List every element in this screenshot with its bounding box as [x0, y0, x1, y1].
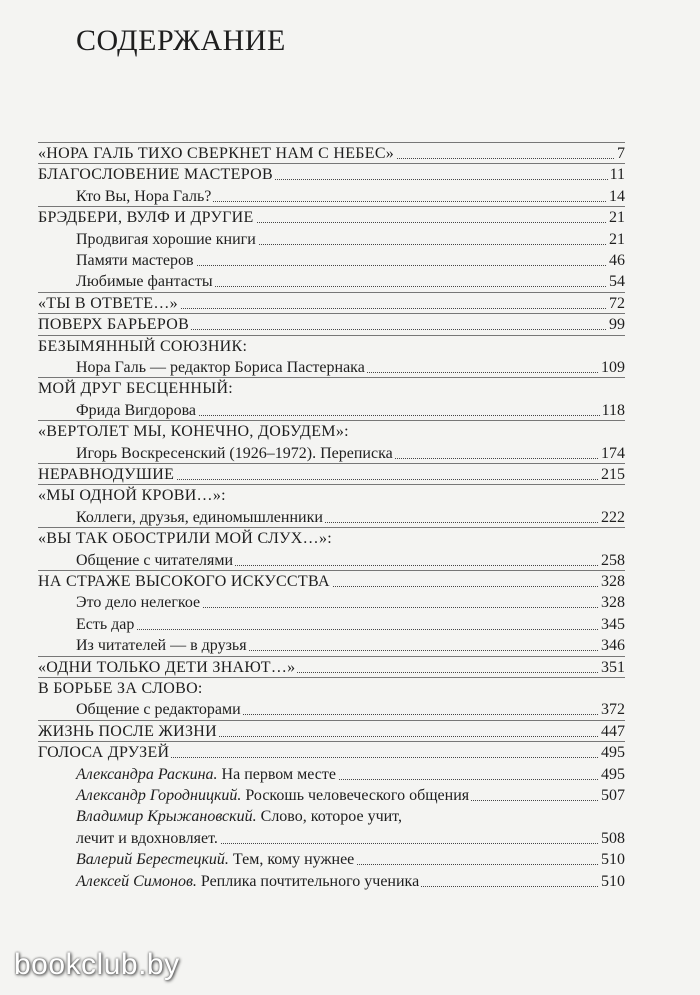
toc-page-number: 510 — [599, 870, 625, 894]
section-divider — [38, 527, 625, 528]
toc-section — [0, 206, 700, 230]
toc-section — [0, 741, 700, 765]
toc-entry-text: ГОЛОСА ДРУЗЕЙ — [38, 744, 170, 761]
toc-entry-title — [76, 805, 404, 829]
toc-entry-text: Игорь Воскресенский (1926–1972). Переписка — [76, 445, 393, 462]
section-divider — [38, 163, 625, 164]
toc-entry-title — [38, 484, 228, 508]
watermark: bookclub.by — [14, 948, 180, 981]
section-divider — [38, 206, 625, 207]
section-divider — [38, 377, 625, 378]
toc-entry-text: Продвигая хорошие книги — [76, 231, 256, 248]
toc-page-number: 14 — [607, 185, 625, 209]
toc-entry-text: Общение с читателями — [76, 552, 234, 569]
toc-section — [0, 527, 700, 551]
toc-entry-text: БЕЗЫМЯННЫЙ СОЮЗНИК: — [38, 338, 248, 355]
toc-entry-author: Александра Раскина. — [76, 766, 218, 783]
toc-page-number: 328 — [599, 591, 625, 615]
toc-entry-text: Фрида Вигдорова — [76, 402, 197, 419]
section-divider — [38, 142, 625, 143]
toc-entry — [0, 805, 700, 829]
toc-entry-text: Коллеги, друзья, единомышленники — [76, 509, 323, 526]
toc-entry-text: В БОРЬБЕ ЗА СЛОВО: — [38, 680, 203, 697]
toc-page-number: 21 — [607, 228, 625, 252]
toc-entry — [0, 634, 700, 658]
toc-page-number: 495 — [599, 763, 625, 787]
toc-entry-text: Роскошь человеческого общения — [241, 787, 470, 804]
toc-entry-text: Реплика почтительного ученика — [196, 873, 420, 890]
toc-entry-title — [76, 698, 243, 722]
toc-entry — [0, 870, 700, 894]
toc-entry-text: Памяти мастеров — [76, 252, 194, 269]
toc-page-number: 54 — [607, 270, 625, 294]
toc-entry-text: НЕРАВНОДУШИЕ — [38, 466, 175, 483]
toc-page-number: 118 — [600, 399, 625, 423]
toc-page-number: 46 — [607, 249, 625, 273]
toc-page-number: 346 — [599, 634, 625, 658]
toc-entry-author: Владимир Крыжановский. — [76, 808, 257, 825]
toc-entry-text: «НОРА ГАЛЬ ТИХО СВЕРКНЕТ НАМ С НЕБЕС» — [38, 145, 395, 162]
toc-page-number: 447 — [599, 720, 625, 744]
toc-page-number: 21 — [607, 206, 625, 230]
toc-page-number: 215 — [599, 463, 625, 487]
toc-entry-title — [38, 313, 191, 337]
toc-section — [0, 420, 700, 444]
toc-entry-text: «МЫ ОДНОЙ КРОВИ…»: — [38, 487, 226, 504]
toc-page-number: 328 — [599, 570, 625, 594]
toc-entry-text: «ВЫ ТАК ОБОСТРИЛИ МОЙ СЛУХ…»: — [38, 530, 333, 547]
section-divider — [38, 484, 625, 485]
section-divider — [38, 677, 625, 678]
toc-entry-text: ЖИЗНЬ ПОСЛЕ ЖИЗНИ — [38, 723, 217, 740]
toc-page-number: 351 — [599, 656, 625, 680]
toc-section — [0, 313, 700, 337]
toc-entry-title — [38, 527, 334, 551]
toc-section — [0, 484, 700, 508]
toc-entry-title — [38, 206, 256, 230]
toc-page-number: 495 — [599, 741, 625, 765]
toc-entry — [0, 591, 700, 615]
toc-entry-text: Общение с редакторами — [76, 701, 241, 718]
section-divider — [38, 420, 625, 421]
toc-dot-leader — [76, 629, 616, 630]
toc-entry-text: «ВЕРТОЛЕТ МЫ, КОНЕЧНО, ДОБУДЕМ»: — [38, 423, 349, 440]
toc-entry-text: ПОВЕРХ БАРЬЕРОВ — [38, 316, 190, 333]
toc-entry-text: лечит и вдохновляет. — [76, 830, 218, 847]
toc-entry-title — [76, 591, 202, 615]
toc-entry-text: Нора Галь — редактор Бориса Пастернака — [76, 359, 365, 376]
section-divider — [38, 335, 625, 336]
toc-entry-text: На первом месте — [217, 766, 336, 783]
toc-entry-text: БРЭДБЕРИ, ВУЛФ И ДРУГИЕ — [38, 209, 254, 226]
toc-page-number: 7 — [615, 142, 625, 166]
toc-section — [0, 163, 700, 187]
toc-page-number: 510 — [599, 848, 625, 872]
toc-entry-text: Кто Вы, Нора Галь? — [76, 188, 212, 205]
toc-page-number: 99 — [607, 313, 625, 337]
toc-page-number: 372 — [599, 698, 625, 722]
toc-entry-text: «ТЫ В ОТВЕТЕ…» — [38, 295, 178, 312]
toc-entry-title — [76, 870, 421, 894]
toc-entry-author: Валерий Берестецкий. — [76, 851, 229, 868]
toc-entry-text: Тем, кому нужнее — [228, 851, 355, 868]
toc-entry-title — [38, 163, 275, 187]
toc-entry-author: Александр Городницкий. — [76, 787, 242, 804]
section-divider — [38, 720, 625, 721]
section-divider — [38, 463, 625, 464]
toc-entry-text: НА СТРАЖЕ ВЫСОКОГО ИСКУССТВА — [38, 573, 330, 590]
section-divider — [38, 656, 625, 657]
section-divider — [38, 741, 625, 742]
toc-page-number: 258 — [599, 549, 625, 573]
toc-entry-title — [38, 377, 235, 401]
toc-entry — [0, 848, 700, 872]
toc-page-number: 72 — [607, 292, 625, 316]
toc-entry-text: «ОДНИ ТОЛЬКО ДЕТИ ЗНАЮТ…» — [38, 659, 296, 676]
section-divider — [38, 292, 625, 293]
toc-page-number: 222 — [599, 506, 625, 530]
section-divider — [38, 570, 625, 571]
toc-entry — [0, 698, 700, 722]
toc-entry-text: БЛАГОСЛОВЕНИЕ МАСТЕРОВ — [38, 166, 273, 183]
toc-entry-title — [38, 420, 351, 444]
toc-entry-text: Из читателей — в друзья — [76, 637, 247, 654]
toc-page-number: 345 — [599, 613, 625, 637]
toc-entry-title — [76, 270, 215, 294]
toc-page-number: 174 — [599, 442, 625, 466]
toc-entry-title — [38, 741, 171, 765]
toc-section — [0, 377, 700, 401]
toc-page-number: 507 — [599, 784, 625, 808]
toc-entry-title — [76, 848, 356, 872]
toc-entry-title — [76, 634, 249, 658]
toc-page-number: 109 — [599, 356, 625, 380]
toc-entry-text: Любимые фантасты — [76, 273, 213, 290]
toc-entry-text: Есть дар — [76, 616, 135, 633]
toc-entry-text: МОЙ ДРУГ БЕСЦЕННЫЙ: — [38, 380, 234, 397]
page-title: СОДЕРЖАНИЕ — [76, 24, 286, 57]
toc-page-number: 11 — [608, 163, 625, 187]
section-divider — [38, 313, 625, 314]
toc-entry — [0, 270, 700, 294]
toc-entry-text: Слово, которое учит, — [256, 808, 402, 825]
toc-entry-author: Алексей Симонов. — [76, 873, 197, 890]
toc-page-number: 508 — [599, 827, 625, 851]
toc-entry-text: Это дело нелегкое — [76, 594, 201, 611]
